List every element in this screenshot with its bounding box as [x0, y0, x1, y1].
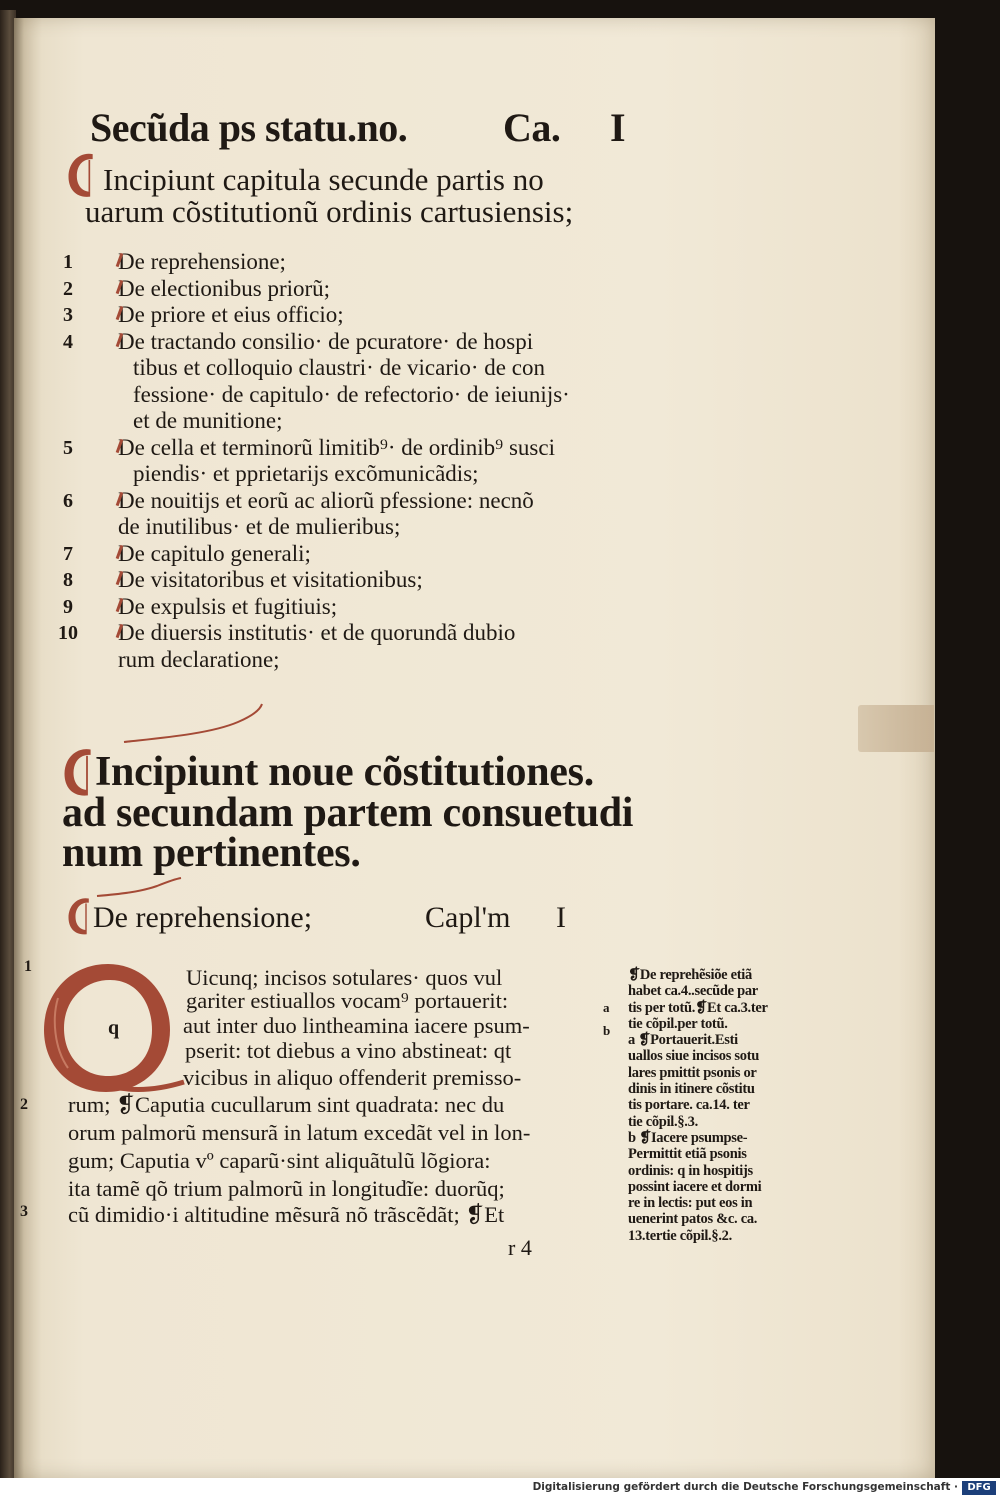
item-number: 4 [63, 330, 73, 353]
body-line: Uicunq; incisos sotulares· quos vul [186, 965, 503, 990]
dfg-logo: DFG [962, 1481, 996, 1495]
body-line: orum palmorũ mensurã in latum excedãt vel in lon- [68, 1120, 531, 1145]
gloss-line: uenerint patos &c. ca. [628, 1211, 758, 1228]
gloss-line: tie cõpil.§.3. [628, 1113, 698, 1130]
item-number: 7 [63, 542, 73, 565]
signature-mark: r 4 [508, 1235, 532, 1260]
item-text: De capitulo generali; [55, 541, 615, 568]
item-text: De visitatoribus et visitationibus; [55, 567, 615, 594]
item-text-continued: rum declaratione; [118, 646, 280, 672]
chapter-title: De reprehensione; [93, 901, 313, 934]
item-text-continued: fessione· de capitulo· de refectorio· de ieiunijs· [133, 381, 570, 407]
item-text: De diuersis institutis· et de quorundã dubio [55, 620, 615, 647]
chapter-label: Ca. [503, 105, 561, 150]
item-text: De nouitijs et eorũ ac aliorũ pfessione: necnõ [55, 488, 615, 515]
heading-line: Incipiunt noue cõstitutiones. [95, 749, 594, 795]
item-number: 10 [58, 622, 78, 644]
drop-cap-guide-letter: q [108, 1017, 120, 1039]
chapter-number: I [610, 105, 626, 150]
gloss-line: tis per totũ.❡Et ca.3.ter [628, 999, 768, 1016]
body-line: ita tamẽ qõ trium palmorũ in longitudĩe: duorũq; [68, 1176, 505, 1201]
item-number: 3 [63, 304, 73, 326]
heading-line: ad secundam partem consuetudi [62, 790, 634, 836]
gloss-line: Permittit etiã psonis [628, 1146, 747, 1163]
note-reference: a [603, 1000, 610, 1015]
margin-number: 3 [20, 1203, 28, 1220]
item-text: De priore et eius officio; [55, 302, 615, 329]
body-line: pserit: tot diebus a vino abstineat: qt [185, 1038, 512, 1063]
item-text-continued: et de munitione; [133, 408, 283, 433]
heading-line: num pertinentes. [62, 830, 361, 876]
gloss-line: tie cõpil.per totũ. [628, 1015, 728, 1032]
gloss-line: dinis in itinere cõstitu [628, 1081, 755, 1098]
body-line: cũ dimidio·i altitudine mẽsurã nõ trãscẽdãt; ❡Et [68, 1202, 505, 1227]
funding-credit: Digitalisierung gefördert durch die Deutsche Forschungsgemeinschaft · [532, 1481, 958, 1493]
paper-tab [858, 705, 934, 752]
gloss-line: re in lectis: put eos in [628, 1195, 753, 1212]
gloss-line: uallos siue incisos sotu [628, 1048, 759, 1065]
gloss-line: ❡De reprehẽsiõe etiã [628, 967, 752, 983]
item-text-continued: de inutilibus· et de mulieribus; [118, 514, 401, 539]
item-number: 1 [63, 251, 73, 273]
item-text: De electionibus priorũ; [55, 276, 615, 303]
item-text: De cella et terminorũ limitib⁹· de ordinib⁹ susci [55, 435, 615, 462]
item-text-continued: tibus et colloquio claustri· de vicario· de con [133, 355, 545, 380]
gloss-line: b ❡Iacere psumpse- [628, 1129, 748, 1146]
digitization-footer [0, 1478, 1000, 1498]
body-line: gum; Caputia vº caparũ·sint aliquãtulũ lõgiora: [68, 1148, 491, 1173]
gloss-line: habet ca.4..secũde par [628, 983, 758, 1000]
gloss-line: tis portare. ca.14. ter [628, 1097, 750, 1114]
item-text: De tractando consilio· de pcuratore· de hospi [55, 329, 615, 356]
toc-heading-line: uarum cõstitutionũ ordinis cartusiensis; [85, 194, 574, 229]
margin-number: 1 [24, 958, 32, 975]
item-number: 9 [63, 595, 73, 618]
body-line: aut inter duo lintheamina iacere psum- [183, 1013, 530, 1038]
gloss-line: 13.tertie cõpil.§.2. [628, 1227, 732, 1244]
body-line: gariter estiuallos vocam⁹ portauerit: [186, 988, 509, 1013]
note-reference: b [603, 1023, 611, 1038]
item-number: 6 [63, 489, 73, 512]
gloss-line: lares pmittit psonis or [628, 1064, 757, 1081]
body-line: vicibus in aliquo offenderit premisso- [183, 1065, 522, 1090]
margin-number: 2 [20, 1096, 28, 1113]
item-text-continued: piendis· et pprietarijs excõmunicãdis; [133, 461, 479, 486]
item-number: 8 [63, 569, 73, 591]
toc-heading-line: Incipiunt capitula secunde partis no [103, 162, 544, 197]
running-title: Secũda ps statu.no. [90, 105, 408, 150]
marginal-gloss [628, 967, 798, 1244]
item-text: De reprehensione; [55, 249, 615, 276]
item-number: 5 [63, 436, 73, 459]
item-text: De expulsis et fugitiuis; [55, 594, 615, 621]
body-line: rum; ❡Caputia cucullarum sint quadrata: nec du [68, 1092, 505, 1117]
gloss-line: possint iacere et dormi [628, 1178, 762, 1195]
item-number: 2 [63, 277, 73, 300]
chapter-label: Capl'm [425, 901, 511, 934]
chapter-number: I [556, 901, 566, 934]
gloss-line: a ❡Portauerit.Esti [628, 1032, 738, 1049]
gloss-line: ordinis: q in hospitijs [628, 1162, 753, 1179]
